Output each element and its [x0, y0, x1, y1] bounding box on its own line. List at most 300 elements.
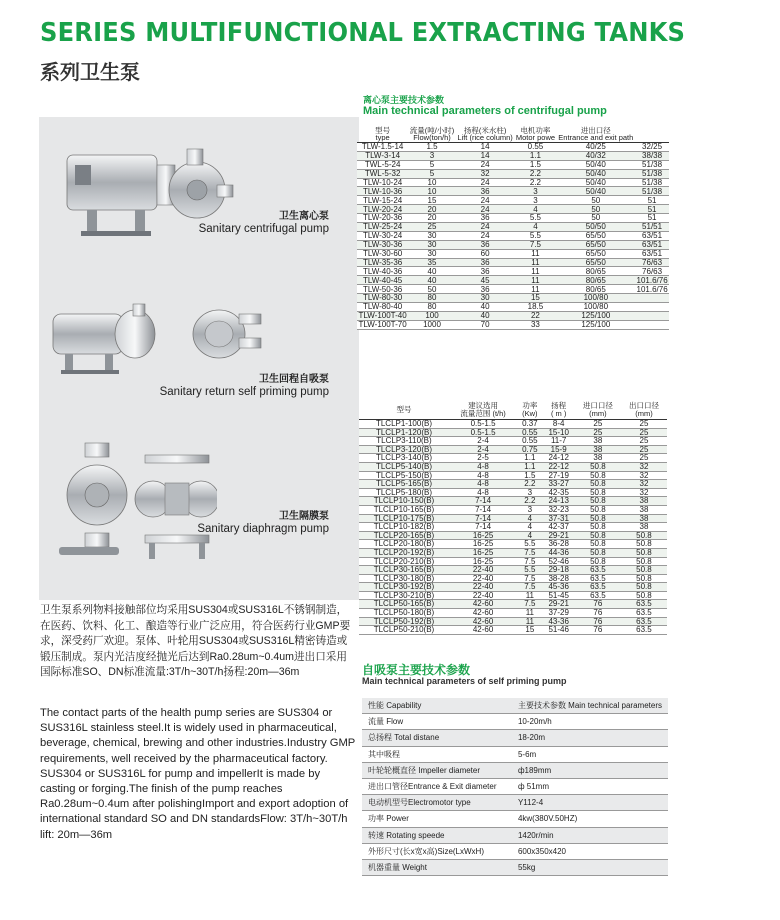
table-cell: 4 [514, 205, 556, 214]
table-cell: 25 [621, 428, 667, 437]
table-cell: 76 [575, 617, 621, 626]
table-cell: 11 [514, 258, 556, 267]
column-header-cn: 流量(吨/小时) [409, 126, 455, 135]
table-cell: 2.2 [517, 480, 542, 489]
table-cell: 4 [517, 523, 542, 532]
table-cell: 51/38 [635, 187, 669, 196]
table-cell: ф189mm [512, 762, 668, 778]
table-cell: 0.55 [517, 428, 542, 437]
table-cell: 7.5 [517, 574, 542, 583]
table-cell: 60 [456, 249, 515, 258]
table-cell: 机器重量 Weight [362, 859, 512, 875]
column-header-cn: 功率 [522, 401, 538, 410]
table-cell: 5.5 [517, 566, 542, 575]
table-cell: 38 [621, 505, 667, 514]
table-cell: 101.6/76 [636, 284, 668, 294]
table-cell: 50/40 [556, 160, 635, 169]
table-cell: 36 [456, 214, 515, 223]
table-cell: 63.5 [621, 600, 667, 609]
column-header [449, 401, 517, 420]
table-cell: 4-8 [449, 488, 517, 497]
table-cell: 5.5 [514, 214, 556, 223]
table-cell: 600x350x420 [512, 843, 668, 859]
table-row [357, 151, 669, 160]
table-cell: 33-27 [543, 480, 575, 489]
table-row [357, 240, 669, 249]
table-row [357, 143, 669, 152]
table-cell: 2-4 [449, 445, 517, 454]
table-cell: 25 [575, 428, 621, 437]
table-cell: TLW-10-24 [357, 178, 408, 187]
table-cell: 50.8 [621, 531, 667, 540]
centrifugal-section-title-en: Main technical parameters of centrifugal pump [363, 105, 607, 117]
table-cell: 进出口管径Entrance & Exit diameter [362, 778, 512, 794]
table-cell: 1.5 [514, 160, 556, 169]
table-cell: 7.5 [514, 240, 556, 249]
table-cell: 36-28 [543, 540, 575, 549]
table-cell: TLCLP50-192(B) [359, 617, 449, 626]
table-cell: 38 [621, 497, 667, 506]
table-cell: 29-21 [543, 600, 575, 609]
table-cell: TLW-50-36 [357, 285, 408, 294]
table-cell: TLW-3-14 [357, 151, 408, 160]
table-cell: 80/65 [556, 276, 635, 285]
table-cell: 15-9 [543, 445, 575, 454]
table-cell: 0.5-1.5 [449, 428, 517, 437]
table-cell: 32 [621, 488, 667, 497]
description-english: The contact parts of the health pump series are SUS304 or SUS316L stainless steel.It is widely used in pharmaceutical, beverage, chemical, brewing and other industries.Industry GMP requirements, well received by the pharmaceutical factory. SUS304 or SUS316L for pump and impellerIt is made by casting or forging.The finish of the pump reaches Ra0.28um~0.4um after polishingImport and export adoption of international standard SO and DN standardsFlow: 3T/h~30T/h lift: 20m—36m [40, 707, 356, 841]
table-cell: 50.8 [575, 488, 621, 497]
table-row [362, 762, 668, 778]
table-cell: 51 [635, 196, 669, 205]
table-cell: 63/51 [635, 249, 669, 258]
self-priming-model-table [359, 401, 667, 635]
table-cell: 63.5 [575, 591, 621, 600]
table-cell: 24 [456, 223, 515, 232]
table-cell: 80/65 [556, 285, 635, 294]
table-cell: 35 [408, 258, 456, 267]
table-row [357, 249, 669, 258]
table-cell: 52-46 [543, 557, 575, 566]
table-cell: TLCLP20-210(B) [359, 557, 449, 566]
table-cell: 4kw(380V.50HZ) [512, 811, 668, 827]
table-cell: 50.8 [575, 548, 621, 557]
table-cell: 25 [408, 223, 456, 232]
table-cell: TLCLP1-100(B) [359, 420, 449, 429]
table-cell: 51-45 [543, 591, 575, 600]
table-cell: 7-14 [449, 523, 517, 532]
table-cell: 18.5 [514, 303, 556, 312]
table-cell: 32-23 [543, 505, 575, 514]
table-row [357, 285, 669, 294]
table-cell: 25 [621, 454, 667, 463]
table-cell: 其中吸程 [362, 746, 512, 762]
table-cell: 42-60 [449, 617, 517, 626]
self-priming-section-title-en: Main technical parameters of self priming pump [362, 676, 567, 686]
table-cell: 50.8 [575, 471, 621, 480]
table-cell: 38 [575, 454, 621, 463]
table-row [362, 843, 668, 859]
table-cell: TLCLP10-182(B) [359, 523, 449, 532]
table-cell: 16-25 [449, 531, 517, 540]
table-cell: TLCLP5-180(B) [359, 488, 449, 497]
table-row [357, 223, 669, 232]
table-row [359, 480, 667, 489]
table-row [357, 169, 669, 178]
table-row [359, 548, 667, 557]
table-cell: TLCLP10-175(B) [359, 514, 449, 523]
table-cell: 11 [517, 617, 542, 626]
table-row [359, 462, 667, 471]
table-cell: TLW-80-30 [357, 294, 408, 303]
table-cell: 22-40 [449, 591, 517, 600]
table-cell: 0.55 [514, 143, 556, 152]
table-cell: TLCLP20-192(B) [359, 548, 449, 557]
column-header [359, 401, 449, 420]
column-header [517, 401, 542, 420]
column-header-cn: 进出口径 [580, 126, 611, 135]
table-cell: 45-36 [543, 583, 575, 592]
table-cell: 24 [456, 205, 515, 214]
table-cell: 流量 Flow [362, 714, 512, 730]
table-cell: 3 [514, 196, 556, 205]
column-header-en: (mm) [589, 409, 607, 418]
table-cell: 29-18 [543, 566, 575, 575]
table-cell: 63.5 [575, 583, 621, 592]
column-header-en: Flow(ton/h) [413, 133, 451, 142]
table-cell: 50 [408, 285, 456, 294]
table-row [359, 505, 667, 514]
table-cell: 11 [514, 285, 556, 294]
table-row [357, 267, 669, 276]
self-priming-pump-head-image [179, 302, 269, 362]
table-cell: 转速 Rotating speede [362, 827, 512, 843]
table-cell: 36 [456, 258, 515, 267]
table-cell: 76 [575, 600, 621, 609]
table-cell: 15 [408, 196, 456, 205]
table-cell: 功率 Power [362, 811, 512, 827]
table-row [362, 730, 668, 746]
table-cell: 11 [517, 609, 542, 618]
table-cell: TLCLP30-165(B) [359, 566, 449, 575]
table-cell: 32 [621, 462, 667, 471]
table-cell: 63.5 [621, 609, 667, 618]
table-cell: 7-14 [449, 497, 517, 506]
table-cell: 11-7 [543, 437, 575, 446]
table-cell: TLCLP3-140(B) [359, 454, 449, 463]
table-cell: 2.2 [514, 178, 556, 187]
table-cell: 20 [408, 205, 456, 214]
table-cell: 总扬程 Total distane [362, 730, 512, 746]
table-cell: 15 [514, 294, 556, 303]
table-cell: TLCLP20-165(B) [359, 531, 449, 540]
table-cell: 50.8 [575, 531, 621, 540]
table-cell: 51 [635, 205, 669, 214]
table-cell: 76/63 [635, 258, 669, 267]
table-row [359, 523, 667, 532]
table-cell: 42-60 [449, 609, 517, 618]
table-cell: 50.8 [575, 557, 621, 566]
table-cell: 1.1 [517, 454, 542, 463]
table-cell [635, 303, 669, 312]
column-header-cn: 扬程 [551, 401, 567, 410]
column-header [575, 401, 621, 420]
table-cell: TLCLP5-150(B) [359, 471, 449, 480]
table-cell: 51-46 [543, 626, 575, 635]
table-cell: 38-28 [543, 574, 575, 583]
table-row [359, 626, 667, 635]
column-header [635, 126, 669, 143]
table-cell: TLCLP10-165(B) [359, 505, 449, 514]
table-row [357, 294, 669, 303]
table-cell: 50/40 [556, 169, 635, 178]
table-cell: 4 [517, 531, 542, 540]
table-cell: TWL-5-24 [357, 160, 408, 169]
table-cell: 18-20m [512, 730, 668, 746]
table-cell: 50 [556, 196, 635, 205]
table-row [362, 859, 668, 875]
table-row [357, 320, 669, 329]
table-cell: 14 [456, 143, 515, 152]
table-cell: 101.6/76 [636, 275, 668, 285]
table-cell: 24 [456, 178, 515, 187]
table-cell: TLCLP50-180(B) [359, 609, 449, 618]
table-cell: 42-37 [543, 523, 575, 532]
table-cell: 27-19 [543, 471, 575, 480]
table-row [357, 196, 669, 205]
column-header-en: Lift (rice column) [457, 133, 513, 142]
table-row [362, 795, 668, 811]
table-cell: 16-25 [449, 540, 517, 549]
column-header-en: type [375, 133, 390, 142]
column-header-en: Motor powe [515, 133, 556, 142]
table-cell: 30 [408, 240, 456, 249]
table-cell: 50.8 [621, 591, 667, 600]
table-cell: 0.37 [517, 420, 542, 429]
table-cell: 50.8 [575, 523, 621, 532]
table-row [357, 178, 669, 187]
table-cell: 22 [514, 311, 556, 320]
column-header [408, 126, 456, 143]
table-cell: 40 [408, 276, 456, 285]
table-cell: 63/51 [635, 231, 669, 240]
table-cell: 65/50 [556, 231, 635, 240]
table-cell: 50/40 [556, 187, 635, 196]
table-cell: 7.5 [517, 548, 542, 557]
table-cell: TLCLP10-150(B) [359, 497, 449, 506]
table-cell: 3 [408, 151, 456, 160]
self-priming-pump-image [45, 302, 163, 382]
table-cell: 15-10 [543, 428, 575, 437]
table-cell: 11 [514, 267, 556, 276]
table-cell: 16-25 [449, 548, 517, 557]
table-cell: TLW-30-36 [357, 240, 408, 249]
table-cell: 42-60 [449, 600, 517, 609]
photo-panel [39, 117, 359, 600]
centrifugal-pump-label: 卫生离心泵 Sanitary centrifugal pump [198, 211, 329, 235]
table-cell: Y112-4 [512, 795, 668, 811]
table-cell: 50.8 [621, 548, 667, 557]
table-cell: 30 [408, 249, 456, 258]
table-cell: 电动机型号Electromotor type [362, 795, 512, 811]
table-row [357, 187, 669, 196]
table-cell: 4 [514, 223, 556, 232]
table-cell: 24-12 [543, 454, 575, 463]
table-cell: 38/38 [635, 151, 669, 160]
centrifugal-section-title-cn: 离心泵主要技术参数 [363, 95, 445, 105]
table-cell: 80 [408, 294, 456, 303]
column-header-cn: 扬程(米水柱) [463, 126, 507, 135]
table-cell: TLW-25-24 [357, 223, 408, 232]
table-cell: 4 [517, 514, 542, 523]
table-cell: 叶轮轮概直径 Impeller diameter [362, 762, 512, 778]
table-cell: 32 [621, 471, 667, 480]
table-cell: 2.2 [517, 497, 542, 506]
table-cell: 50.8 [575, 505, 621, 514]
table-cell: 22-40 [449, 574, 517, 583]
table-cell: 3 [517, 488, 542, 497]
table-row [357, 205, 669, 214]
table-row [362, 811, 668, 827]
table-cell: 76 [575, 609, 621, 618]
column-header-cn: 电机功率 [520, 126, 551, 135]
table-cell: 0.75 [517, 445, 542, 454]
table-cell: 25 [621, 445, 667, 454]
table-cell: 4-8 [449, 462, 517, 471]
table-cell [635, 311, 669, 320]
table-cell: 3 [514, 187, 556, 196]
table-cell: 65/50 [556, 249, 635, 258]
table-row [359, 609, 667, 618]
diaphragm-pump-label: 卫生隔膜泵 Sanitary diaphragm pump [197, 511, 329, 535]
column-header-cn: 建议选用 [468, 401, 499, 410]
table-cell: TLCLP30-192(B) [359, 583, 449, 592]
table-cell: 80/65 [556, 267, 635, 276]
table-cell: 24 [456, 231, 515, 240]
table-cell: 51/51 [635, 223, 669, 232]
table-row [362, 698, 668, 714]
table-cell: 63/51 [635, 240, 669, 249]
table-cell: 50 [556, 214, 635, 223]
table-cell: TLW-20-24 [357, 205, 408, 214]
table-cell: TLCLP3-120(B) [359, 445, 449, 454]
table-row [359, 566, 667, 575]
table-cell: 51/38 [635, 178, 669, 187]
table-cell: 1.1 [517, 462, 542, 471]
table-cell: 100 [408, 311, 456, 320]
table-cell: 50.8 [575, 514, 621, 523]
table-cell: TLW-80-40 [357, 303, 408, 312]
table-cell: 63.5 [621, 617, 667, 626]
table-cell: 外形尺寸(长x宽x高)Size(LxWxH) [362, 843, 512, 859]
table-cell: 50.8 [575, 497, 621, 506]
table-row [357, 311, 669, 320]
table-cell: 36 [456, 187, 515, 196]
table-cell: 33 [514, 320, 556, 329]
column-header [357, 126, 408, 143]
table-cell: TLW-20-36 [357, 214, 408, 223]
table-cell: 1.1 [514, 151, 556, 160]
table-cell: 43-36 [543, 617, 575, 626]
table-cell: 7.5 [517, 557, 542, 566]
table-cell: 40 [456, 311, 515, 320]
table-cell: 5-6m [512, 746, 668, 762]
table-cell: 40 [408, 267, 456, 276]
column-header [456, 126, 515, 143]
table-cell: 63.5 [575, 574, 621, 583]
table-cell: 38 [575, 437, 621, 446]
table-cell: 7-14 [449, 514, 517, 523]
table-cell: 50.8 [621, 557, 667, 566]
table-cell: 30 [408, 231, 456, 240]
table-cell: 38 [575, 445, 621, 454]
table-row [357, 214, 669, 223]
diaphragm-pump-image [57, 435, 217, 575]
table-cell: 7.5 [517, 583, 542, 592]
table-cell: 42-60 [449, 626, 517, 635]
self-priming-section-title-cn: 自吸泵主要技术参数 [362, 663, 471, 677]
table-row [362, 778, 668, 794]
table-cell: 125/100 [556, 311, 635, 320]
column-header-cn: 型号 [396, 405, 412, 414]
table-cell: 1.5 [517, 471, 542, 480]
table-cell: TLW-15-24 [357, 196, 408, 205]
column-header [621, 401, 667, 420]
page-subtitle: 系列卫生泵 [40, 60, 140, 84]
table-cell: TLCLP5-140(B) [359, 462, 449, 471]
table-cell: 65/50 [556, 240, 635, 249]
table-cell: 5.5 [517, 540, 542, 549]
table-cell: 主要技术参数 Main technical parameters [512, 698, 668, 714]
table-cell: 4-8 [449, 471, 517, 480]
table-cell: 2.2 [514, 169, 556, 178]
table-cell: TLW-10-36 [357, 187, 408, 196]
table-cell: 16-25 [449, 557, 517, 566]
table-cell: 50/50 [556, 223, 635, 232]
table-cell: 70 [456, 320, 515, 329]
column-header-cn: 型号 [375, 126, 391, 135]
table-cell: 36 [456, 240, 515, 249]
table-cell: TLW-40-36 [357, 267, 408, 276]
table-row [357, 258, 669, 267]
table-cell: TLCLP50-210(B) [359, 626, 449, 635]
table-cell: 25 [575, 420, 621, 429]
table-cell: 40/32 [556, 151, 635, 160]
table-cell: TWL-5-32 [357, 169, 408, 178]
table-cell: 32 [456, 169, 515, 178]
table-cell: 2-5 [449, 454, 517, 463]
column-header-en: ( m ) [550, 409, 567, 418]
table-cell: 5.5 [514, 231, 556, 240]
table-cell: 1420r/min [512, 827, 668, 843]
table-cell: 40/25 [556, 143, 635, 152]
table-cell: 11 [514, 249, 556, 258]
table-cell: 29-21 [543, 531, 575, 540]
table-cell: TLW-100T-70 [358, 320, 407, 330]
table-cell: 性能 Capability [362, 698, 512, 714]
table-cell: 80 [408, 303, 456, 312]
table-cell: 51 [635, 214, 669, 223]
table-cell: 55kg [512, 859, 668, 875]
table-cell: 50.8 [575, 540, 621, 549]
table-cell: 1.5 [408, 143, 456, 152]
table-cell: 7-14 [449, 505, 517, 514]
table-cell: 22-12 [543, 462, 575, 471]
table-cell: 45 [456, 276, 515, 285]
table-cell: 38 [621, 514, 667, 523]
table-cell: 37-29 [543, 609, 575, 618]
table-cell: 50/40 [556, 178, 635, 187]
